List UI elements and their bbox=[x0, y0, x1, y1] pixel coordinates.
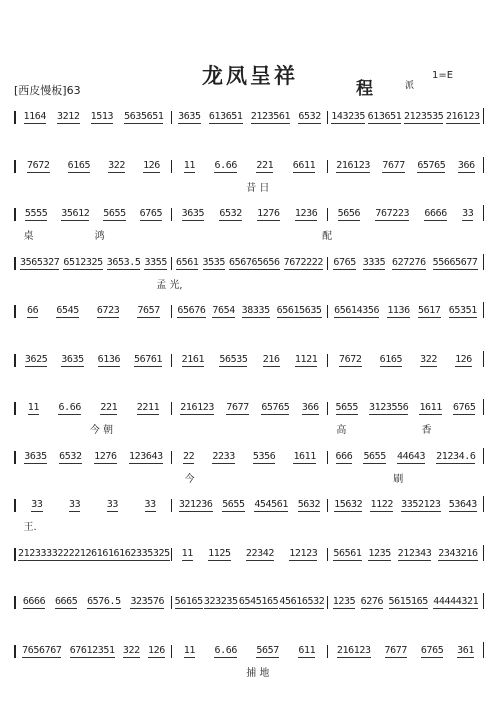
note-group: 7654 bbox=[212, 305, 235, 316]
note-group: 11 bbox=[183, 644, 195, 656]
note-group: 3123556 bbox=[369, 402, 409, 413]
lyric: 孟 光, bbox=[156, 279, 183, 291]
note-group: 6765 bbox=[139, 208, 163, 219]
note-group: 2161 bbox=[181, 353, 205, 365]
note-group: 2123333 bbox=[18, 547, 58, 559]
measure bbox=[171, 402, 327, 415]
notation-row bbox=[14, 351, 488, 367]
barline bbox=[483, 545, 488, 561]
note-group: 666 bbox=[335, 450, 353, 462]
note-group: 3635 bbox=[61, 353, 84, 365]
note-group: 5655 bbox=[103, 208, 126, 219]
note-group: 15632 bbox=[334, 499, 363, 510]
note-group: 321236 bbox=[178, 499, 213, 510]
note-group: 7672 bbox=[27, 159, 50, 171]
note-group: 21234.6 bbox=[436, 450, 476, 462]
note-group: 1611 bbox=[293, 450, 316, 462]
note-group: 5655 bbox=[222, 499, 245, 510]
note-group: 3352123 bbox=[401, 499, 441, 510]
measure bbox=[171, 111, 327, 124]
note-group: 5555 bbox=[24, 208, 48, 219]
note-group: 454561 bbox=[254, 499, 289, 510]
measure bbox=[14, 645, 171, 658]
note-group: 33 bbox=[462, 208, 474, 219]
notation-row bbox=[14, 108, 488, 124]
note-group: 143235 bbox=[331, 111, 366, 122]
lyric: 刷 bbox=[393, 473, 404, 485]
measure bbox=[171, 257, 327, 270]
note-group: 11 bbox=[27, 402, 39, 413]
note-group: 5655 bbox=[335, 402, 358, 413]
measure bbox=[327, 111, 483, 124]
author-role: 派 bbox=[405, 81, 415, 91]
note-group: 3635 bbox=[24, 450, 47, 462]
note-group: 1276 bbox=[257, 208, 280, 219]
lyric: 今 朝 bbox=[89, 425, 114, 436]
note-group: 44643 bbox=[396, 450, 426, 462]
note-group: 1164 bbox=[23, 111, 46, 122]
barline bbox=[483, 302, 488, 318]
note-group: 6532 bbox=[219, 208, 242, 219]
note-group: 323576 bbox=[130, 596, 165, 607]
measure bbox=[171, 160, 327, 173]
barline bbox=[483, 351, 488, 367]
note-group: 1513 bbox=[90, 111, 114, 122]
note-group: 33 bbox=[106, 499, 118, 510]
measure bbox=[171, 596, 327, 609]
note-group: 7672222 bbox=[283, 256, 323, 268]
note-group: 6611 bbox=[292, 159, 316, 171]
lyric: 今 bbox=[184, 473, 195, 485]
note-group: 6666 bbox=[424, 208, 447, 219]
lyric: 王. bbox=[23, 522, 37, 533]
measure bbox=[14, 499, 171, 512]
notation-row bbox=[14, 496, 488, 512]
note-group: 366 bbox=[457, 159, 475, 171]
note-group: 216123 bbox=[445, 111, 480, 122]
lyrics-row bbox=[14, 276, 488, 290]
note-group: 6545 bbox=[56, 305, 79, 316]
note-group: 3635 bbox=[181, 208, 205, 219]
note-group: 38335 bbox=[241, 305, 270, 316]
note-group: 6723 bbox=[96, 305, 120, 316]
note-group: 33 bbox=[144, 499, 156, 510]
note-group: 6665 bbox=[54, 596, 78, 607]
note-group: 33 bbox=[31, 499, 43, 510]
note-group: 2123561 bbox=[250, 111, 291, 122]
note-group: 221 bbox=[100, 402, 118, 413]
measure bbox=[14, 305, 171, 318]
note-group: 5617 bbox=[418, 305, 441, 316]
note-group: 5655 bbox=[363, 450, 386, 462]
note-group: 7656767 bbox=[22, 644, 62, 656]
note-group: 6.66 bbox=[214, 159, 237, 171]
note-group: 6136 bbox=[97, 353, 121, 365]
lyrics-row bbox=[14, 664, 488, 678]
notation-row bbox=[14, 448, 488, 464]
measure bbox=[14, 402, 171, 415]
measure bbox=[171, 499, 327, 512]
measure bbox=[327, 305, 483, 318]
lyric: 配 bbox=[322, 231, 333, 242]
lyric: 鸿 bbox=[94, 231, 105, 242]
notation-row bbox=[14, 254, 488, 270]
measure bbox=[327, 645, 483, 658]
note-group: 6545165 bbox=[238, 596, 279, 607]
notation-row bbox=[14, 399, 488, 415]
lyrics-row bbox=[14, 227, 488, 241]
note-group: 6576.5 bbox=[87, 596, 121, 607]
note-group: 6161616 bbox=[91, 547, 131, 559]
note-group: 1611 bbox=[419, 402, 442, 413]
measure bbox=[171, 208, 327, 221]
note-group: 55665677 bbox=[432, 256, 478, 268]
note-group: 65614356 bbox=[334, 305, 380, 316]
measure bbox=[14, 354, 171, 367]
note-group: 6.66 bbox=[214, 644, 237, 656]
measure bbox=[171, 354, 327, 367]
note-group: 3625 bbox=[24, 353, 48, 365]
note-group: 216123 bbox=[336, 159, 370, 171]
note-group: 1125 bbox=[208, 547, 231, 559]
note-group: 1236 bbox=[294, 208, 318, 219]
note-group: 1235 bbox=[332, 596, 356, 607]
lyrics-row bbox=[14, 179, 488, 193]
note-group: 66 bbox=[27, 305, 39, 316]
note-group: 6165 bbox=[379, 353, 403, 365]
note-group: 7672 bbox=[339, 353, 362, 365]
note-group: 222212 bbox=[57, 547, 92, 559]
note-group: 3653.5 bbox=[106, 256, 141, 268]
author-name: 程 bbox=[356, 79, 373, 99]
note-group: 6165 bbox=[67, 159, 91, 171]
note-group: 35612 bbox=[61, 208, 90, 219]
note-group: 56561 bbox=[333, 547, 362, 559]
page-title: 龙凤呈祥 bbox=[202, 63, 298, 88]
lyrics-row bbox=[14, 518, 488, 532]
note-group: 6765 bbox=[420, 644, 444, 656]
measure bbox=[327, 208, 483, 221]
note-group: 5632 bbox=[297, 499, 321, 510]
barline bbox=[483, 205, 488, 221]
notation-row bbox=[14, 593, 488, 609]
measure bbox=[14, 208, 171, 221]
note-group: 44444321 bbox=[433, 596, 479, 607]
note-group: 5356 bbox=[252, 450, 276, 462]
note-group: 627276 bbox=[392, 256, 426, 268]
note-group: 12123 bbox=[289, 547, 318, 559]
note-group: 7657 bbox=[137, 305, 160, 316]
note-group: 2343216 bbox=[438, 547, 478, 559]
note-group: 123643 bbox=[129, 450, 163, 462]
note-group: 212343 bbox=[397, 547, 432, 559]
lyric: 高 bbox=[336, 425, 347, 436]
notation-row bbox=[14, 302, 488, 318]
note-group: 6532 bbox=[59, 450, 82, 462]
note-group: 366 bbox=[301, 402, 319, 413]
lyrics-row bbox=[14, 421, 488, 435]
note-group: 56761 bbox=[133, 353, 163, 365]
note-group: 2211 bbox=[136, 402, 160, 413]
note-group: 767223 bbox=[375, 208, 410, 219]
note-group: 6276 bbox=[360, 596, 384, 607]
note-group: 11 bbox=[183, 159, 195, 171]
note-group: 2233 bbox=[212, 450, 235, 462]
note-group: 65615635 bbox=[276, 305, 322, 316]
barline bbox=[483, 593, 488, 609]
note-group: 67612351 bbox=[69, 644, 115, 656]
barline bbox=[483, 642, 488, 658]
note-group: 56165 bbox=[174, 596, 203, 607]
note-group: 3635 bbox=[178, 111, 201, 122]
measure bbox=[14, 257, 171, 270]
note-group: 322 bbox=[108, 159, 125, 171]
barline bbox=[483, 254, 488, 270]
barline bbox=[483, 496, 488, 512]
note-group: 3535 bbox=[202, 256, 225, 268]
note-group: 5657 bbox=[256, 644, 279, 656]
note-group: 323235 bbox=[203, 596, 238, 607]
note-group: 6765 bbox=[452, 402, 476, 413]
note-group: 2335325 bbox=[130, 547, 170, 559]
note-group: 6532 bbox=[298, 111, 321, 122]
barline bbox=[483, 157, 488, 173]
notation-row bbox=[14, 205, 488, 221]
note-group: 611 bbox=[298, 644, 316, 656]
note-group: 6561 bbox=[176, 256, 199, 268]
note-group: 613651 bbox=[208, 111, 243, 122]
note-group: 56535 bbox=[219, 353, 248, 365]
measure bbox=[171, 451, 327, 464]
note-group: 3565327 bbox=[20, 256, 60, 268]
barline bbox=[483, 448, 488, 464]
note-group: 361 bbox=[457, 644, 475, 656]
note-group: 7677 bbox=[382, 159, 405, 171]
note-group: 65676 bbox=[177, 305, 206, 316]
measure bbox=[14, 111, 171, 124]
note-group: 53643 bbox=[448, 499, 477, 510]
note-group: 33 bbox=[69, 499, 81, 510]
lyrics-row bbox=[14, 470, 488, 484]
measure bbox=[171, 548, 327, 561]
note-group: 1136 bbox=[387, 305, 410, 316]
notation-row bbox=[14, 642, 488, 658]
note-group: 6512325 bbox=[63, 256, 103, 268]
note-group: 7677 bbox=[226, 402, 249, 413]
measure bbox=[327, 354, 483, 367]
note-group: 45616532 bbox=[279, 596, 325, 607]
lyric: 桌 bbox=[23, 231, 34, 242]
measure bbox=[171, 645, 327, 658]
note-group: 216123 bbox=[336, 644, 371, 656]
tempo-label: [西皮慢板]63 bbox=[14, 84, 81, 97]
note-group: 1121 bbox=[294, 353, 318, 365]
notation-row bbox=[14, 545, 488, 561]
note-group: 5635651 bbox=[124, 111, 164, 122]
note-group: 1122 bbox=[370, 499, 393, 510]
note-group: 3355 bbox=[144, 256, 167, 268]
measure bbox=[14, 160, 171, 173]
measure bbox=[327, 548, 483, 561]
note-group: 1235 bbox=[368, 547, 391, 559]
measure bbox=[327, 402, 483, 415]
note-group: 7677 bbox=[384, 644, 407, 656]
note-group: 2123535 bbox=[403, 111, 444, 122]
measure bbox=[14, 451, 171, 464]
note-group: 65351 bbox=[448, 305, 477, 316]
note-group: 5656 bbox=[337, 208, 361, 219]
key-signature: 1=E bbox=[432, 70, 454, 81]
note-group: 5615165 bbox=[388, 596, 428, 607]
note-group: 322 bbox=[420, 353, 437, 365]
measure bbox=[327, 257, 483, 270]
measure bbox=[327, 451, 483, 464]
note-group: 1276 bbox=[94, 450, 117, 462]
measure bbox=[327, 596, 483, 609]
measure bbox=[327, 160, 483, 173]
note-group: 126 bbox=[148, 644, 165, 656]
note-group: 613651 bbox=[367, 111, 402, 122]
note-group: 126 bbox=[455, 353, 472, 365]
note-group: 322 bbox=[122, 644, 140, 656]
note-group: 11 bbox=[181, 547, 193, 559]
note-group: 22342 bbox=[245, 547, 274, 559]
barline bbox=[483, 399, 488, 415]
note-group: 6666 bbox=[22, 596, 46, 607]
lyric: 捕 地 bbox=[246, 667, 270, 679]
note-group: 3335 bbox=[362, 256, 386, 268]
measure bbox=[14, 548, 171, 561]
note-group: 3212 bbox=[57, 111, 80, 122]
note-group: 216123 bbox=[180, 402, 214, 413]
note-group: 216 bbox=[262, 353, 280, 365]
note-group: 6.66 bbox=[58, 402, 81, 413]
notation-row bbox=[14, 157, 488, 173]
measure bbox=[14, 596, 171, 609]
note-group: 656765656 bbox=[229, 256, 280, 268]
measure bbox=[327, 499, 483, 512]
note-group: 22 bbox=[183, 450, 195, 462]
note-group: 65765 bbox=[417, 159, 446, 171]
lyric: 昔 日 bbox=[246, 182, 270, 194]
note-group: 6765 bbox=[333, 256, 356, 268]
note-group: 126 bbox=[143, 159, 160, 171]
note-group: 65765 bbox=[261, 402, 290, 413]
note-group: 221 bbox=[256, 159, 274, 171]
lyric: 香 bbox=[421, 425, 432, 436]
measure bbox=[171, 305, 327, 318]
barline bbox=[483, 108, 488, 124]
